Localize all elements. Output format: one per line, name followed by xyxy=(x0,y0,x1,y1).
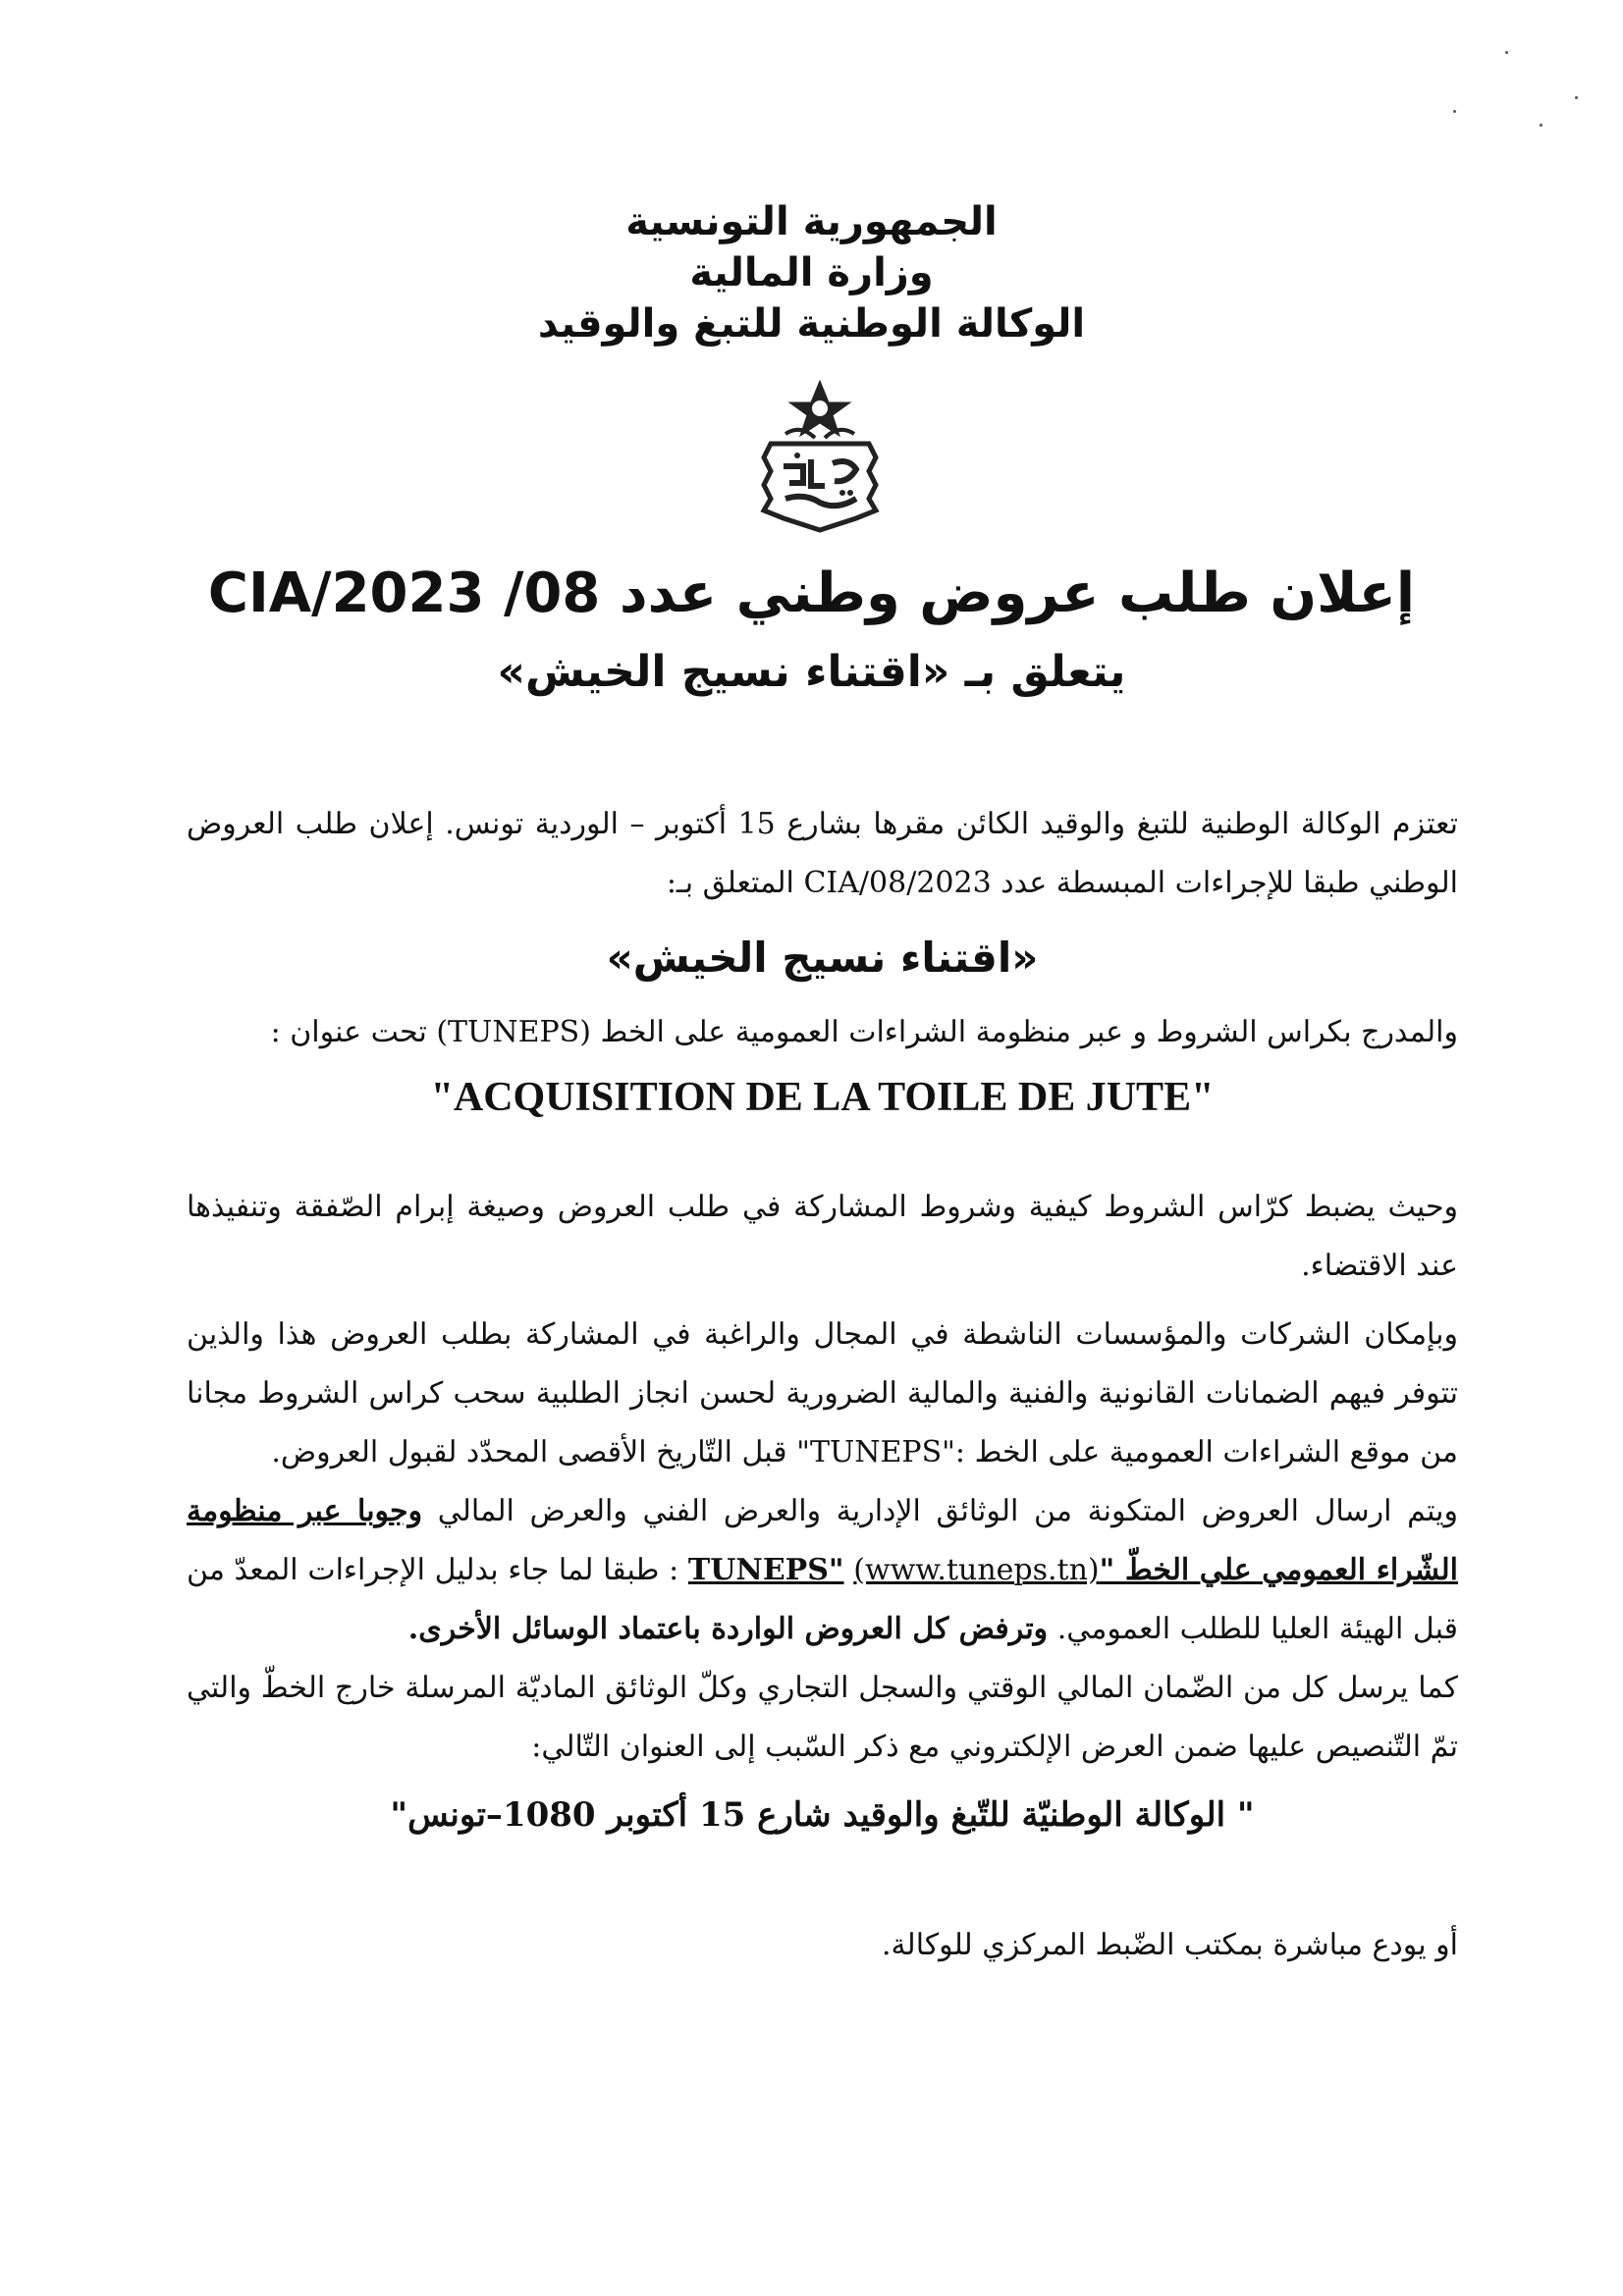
agency-address: " الوكالة الوطنيّة للتّبغ والوقيد شارع 15 أكتوبر 1080–تونس" xyxy=(390,1795,1255,1835)
scan-speck xyxy=(1453,110,1456,113)
scan-speck xyxy=(1575,96,1578,99)
submission-text-a: ويتم ارسال العروض المتكونة من الوثائق الإدارية والعرض الفني والعرض المالي xyxy=(437,1494,1458,1528)
header-agency: الوكالة الوطنية للتبغ والوقيد xyxy=(537,301,1086,347)
scan-speck xyxy=(1540,124,1542,127)
submission-rejection: وترفض كل العروض الواردة باعتماد الوسائل الأخرى. xyxy=(407,1612,1049,1646)
tuneps-link[interactable]: (www.tuneps.tn) xyxy=(853,1553,1100,1587)
conditions-paragraph: وحيث يضبط كرّاس الشروط كيفية وشروط المشاركة في طلب العروض وصيغة إبرام الصّفقة وتنفيذها عند الاقتضاء. xyxy=(187,1190,1458,1283)
header-ministry: وزارة المالية xyxy=(689,250,934,295)
submission-text-d: : طبقا لما جاء بدليل الإجراءات المعدّ من قبل الهيئة العليا للطلب العمومي. xyxy=(187,1553,1458,1646)
tender-title-block xyxy=(0,555,1623,712)
submission-mandatory: وجوبا عبر منظومة الشّراء العمومي علي الخطّ "TUNEPS" xyxy=(187,1494,1458,1587)
eligibility-paragraph: وبإمكان الشركات والمؤسسات الناشطة في المجال والراغبة في المشاركة بطلب العروض هذا والذين تتوفر فيهم الضمانات القانونية والفنية والمالية الضرورية لحسن انجاز الطلبية سحب كراس الشروط مجانا من موقع الشراءات العمومية على الخط :"TUNEPS" قبل التّاريخ الأقصى المحدّد لقبول العروض. xyxy=(187,1317,1458,1469)
subject-french: "ACQUISITION DE LA TOILE DE JUTE" xyxy=(430,1075,1215,1120)
subject-arabic: «اقتناء نسيج الخيش» xyxy=(606,934,1039,982)
submission-paragraph xyxy=(187,1482,1458,1659)
tender-subtitle: يتعلق بـ «اقتناء نسيج الخيش» xyxy=(497,647,1126,697)
scan-speck xyxy=(1505,51,1508,54)
document-body xyxy=(187,795,1458,1975)
document-header xyxy=(0,196,1623,349)
tuneps-line: والمدرج بكراس الشروط و عبر منظومة الشراءات العمومية على الخط (TUNEPS) تحت عنوان : xyxy=(270,1015,1458,1049)
physical-documents-paragraph: كما يرسل كل من الضّمان المالي الوقتي والسجل التجاري وكلّ الوثائق الماديّة المرسلة خارج الخطّ والتي تمّ التّنصيص عليها ضمن العرض الإلكتروني مع ذكر السّبب إلى العنوان التّالي: xyxy=(187,1671,1458,1764)
direct-deposit-line: أو يودع مباشرة بمكتب الضّبط المركزي للوكالة. xyxy=(881,1928,1458,1962)
header-republic: الجمهورية التونسية xyxy=(625,199,998,244)
tender-title: إعلان طلب عروض وطني عدد 08/ 2023/CIA xyxy=(207,561,1416,625)
intro-paragraph: تعتزم الوكالة الوطنية للتبغ والوقيد الكائن مقرها بشارع 15 أكتوبر – الوردية تونس. إعلان طلب العروض الوطني طبقا للإجراءات المبسطة عدد 2023/CIA/08 المتعلق بـ: xyxy=(187,807,1459,900)
agency-emblem-icon xyxy=(746,373,893,540)
